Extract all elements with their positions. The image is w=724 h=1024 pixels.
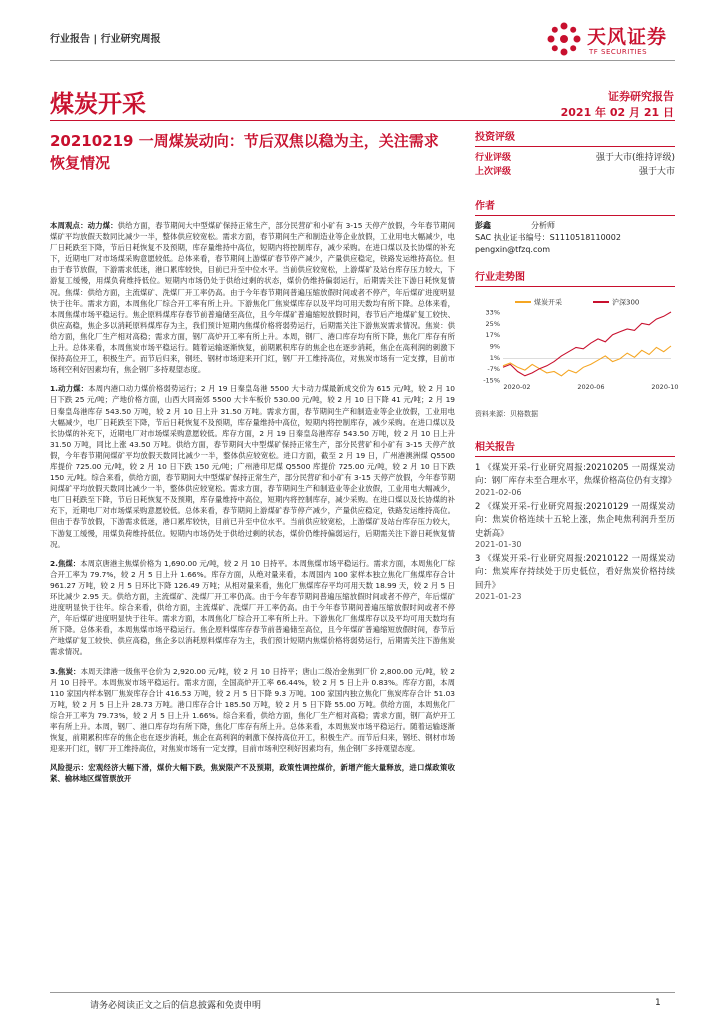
paragraph-coke [50,666,455,755]
related-report-link[interactable]: 1 《煤炭开采-行业研究周报:20210205 一周煤炭动向：钢厂库存未至合理水平，焦煤价格高位仍有支撑》 [475,462,676,486]
paragraph-text: 本周天津港一级焦平仓价为 2,920.00 元/吨，较 2 月 10 日持平；唐山二级冶金焦到厂价 2,800.00 元/吨，较 2 月 10 日持平。本周焦炭市场平稳运行。需求方面，全国高炉开工率 66.44%，较 2 月 5 日上升 0.83%。库存方面，本周 110 家国内样本钢厂焦炭库存合计 416.53 万吨，较 2 月 5 日下降 9.3 万吨。100 家国内独立焦化厂焦炭库存合计 51.03 万吨，较 2 月 5 日上升 28.73 万吨。港口库存合计 185.50 万吨，较 2 月 5 日下降 55.00 万吨。供给方面，本周焦化厂综合开工率为 79.73%，较 2 月 5 日上升 1.66%。综合来看，供给方面，焦化厂生产相对高稳；需求方面，钢厂高炉开工率有所上升。本周，钢厂、港口库存均有所下降，焦化厂库存有所上升。总体来看，本周焦炭市场平稳运行。随着运输逐渐恢复，前期累积库存的焦企也在逐步消耗，焦企在高利润的刺激下保持高位开工，积极生产。而节后归来，钢坯、钢材市场迎来开门红，钢厂开工维持高位，对焦炭市场有一定支撑，目前市场利空利好因素均有，焦企钢厂多持观望态度。 [50,666,455,754]
footer-disclaimer: 请务必阅读正文之后的信息披露和免责申明 [90,1001,262,1011]
industry-rating-value: 强于大市(维持评级) [595,153,675,163]
sidebar-divider [475,286,675,287]
previous-rating-row [475,165,675,179]
paragraph-lead: 1.动力煤： [50,384,89,394]
y-tick-label: 9% [489,342,500,351]
paragraph-coking-coal [50,558,455,658]
related-report-link[interactable]: 3 《煤炭开采-行业研究周报:20210122 一周煤炭动向：焦炭库存持续处于历史低位，看好焦炭价格持续回升》 [475,553,675,590]
legend-label-1: 沪深300 [612,298,640,307]
legend-label-0: 煤炭开采 [534,298,562,307]
paragraph-lead: 2.焦煤： [50,558,81,568]
related-heading: 相关报告 [475,442,515,453]
x-tick-label: 2020-06 [577,383,605,391]
title-divider [50,120,675,121]
page-number: 1 [655,998,661,1008]
logo-name: 天风证券 [587,26,668,48]
x-tick-label: 2020-10 [651,383,679,391]
report-title: 20210219 一周煤炭动向：节后双焦以稳为主，关注需求恢复情况 [50,132,439,172]
logo-mark-icon [545,20,583,58]
sidebar-divider [475,456,675,457]
industry-rating-label: 行业评级 [475,153,512,163]
paragraph-text: 供给方面，春节期间大中型煤矿保持正常生产，部分民营矿和小矿有 3-15 天停产放假，今年春节期间煤矿平均放假天数同比减少一半，整体供应较宽松。需求方面，春节期间生产和制造业等企业放假，工业用电大幅减少，电厂日耗跌至下降，节后日耗恢复不及预期，库存量维持中高位，短期内将控制库存，减少采购。在进口煤以及长协煤的补充下，近期电厂对市场煤采购意愿较低。总体来看，春节期间上游煤矿春节停产减少，产量供应稳定，铁路发运维持高位。但由于春节放假，下游需求低迷，港口累库较快，目前已升至中位水平。当前供应较宽松，上游煤矿及站台库存压力较大，下游复工缓慢，用煤负荷维持低位。短期内市场仍处于供给过剩的状态，煤价仍维持偏弱运行，后期需关注下游日耗恢复情况。焦煤：供给方面，主流煤矿、洗煤厂开工率仍高。由于今年春节期间普遍压缩放假时间或者不停产，年后煤矿进度明显快于往年。需求方面，本周焦化厂综合开工率有所上升。下游焦化厂焦炭煤库存以及平均可用天数均有所下降。总体来看，本周焦煤市场平稳运行。焦企原料煤库存春节前普遍储至高位，且今年煤矿普遍缩短放假时间，春节后产地煤矿复工较快、供应高稳，焦企多以消耗原料煤库存为主，我们预计短期内焦煤价格将弱势运行，后期需关注下游焦炭需求情况。焦炭：供给方面，焦化厂生产相对高稳；需求方面，钢厂高炉开工率有所上升。本周，钢厂、港口库存均有所下降，焦化厂库存有所上升。总体来看，本周焦炭市场平稳运行。随着运输逐渐恢复，前期累积库存的焦企也在逐步消耗，焦企在高利润的刺激下保持高位开工，积极生产。而节后归来，钢坯、钢材市场迎来开门红，钢厂开工维持高位，对焦炭市场有一定支撑，目前市场利空利好因素均有，焦企钢厂多持观望态度。 [50,221,455,375]
paragraph-lead: 3.焦炭： [50,666,81,676]
y-tick-label: -15% [483,376,500,385]
sidebar [475,122,675,291]
rating-heading: 投资评级 [475,132,515,143]
paragraph-risk [50,762,455,784]
author-block [475,220,675,256]
chart-source: 资料来源：贝格数据 [475,410,538,418]
related-reports [475,432,675,604]
company-logo [545,18,675,66]
report-type: 证券研究报告 [608,90,674,103]
related-report-link[interactable]: 2 《煤炭开采-行业研究周报:20210129 一周煤炭动向：焦炭价格连续十五轮上涨，焦企吨焦利润升至历史新高》 [475,500,675,538]
y-tick-label: 33% [485,308,500,317]
paragraph-text: 宏观经济大幅下滑，煤价大幅下跌，焦炭限产不及预期，政策性调控煤价，新增产能大量释放，进口煤政策收紧、榆林地区煤管票放开 [50,763,455,784]
paragraph-text: 本周内港口动力煤价格弱势运行；2 月 19 日秦皇岛港 5500 大卡动力煤最新成交价为 615 元/吨，较 2 月 10 日下跌 25 元/吨；产地价格方面，山西大同南郊 5500 大卡车板价 530.00 元/吨，较 2 月 10 日下降 41 元/吨；2 月 19 日秦皇岛港库存 543.50 万吨，较 2 月 10 日上升 31.50 万吨。需求方面，春节期间生产和制造业等企业放假，工业用电大幅减少，电厂日耗跌至下降，节后日耗恢复不及预期，库存量维持中高位，短期内将控制库存，减少采购。在进口煤以及长协煤的补充下，近期电厂对市场煤采购意愿较低。库存方面，2 月 19 日秦皇岛港库存 543.50 万吨，较 2 月 10 日上升 31.50 万吨，同比上涨 43.50 万吨。供给方面，春节期间大中型煤矿保持正常生产，部分民营矿和小矿有 3-15 天停产放假，今年春节期间煤矿平均放假天数同比减少一半，整体供应较宽松。进口方面，截至 2 月 19 日，广州港澳洲煤 Q5500 库提价 725.00 元/吨，较 2 月 10 日下跌 150 元/吨；广州港印尼煤 Q5500 库提价 725.00 元/吨，较 2 月 10 日下跌 150 元/吨。综合来看，供给方面，春节期间大中型煤矿保持正常生产，部分民营矿和小矿有 3-15 天停产放假，今年春节期间煤矿平均放假天数同比减少一半，整体供应较宽松。需求方面，春节期间生产和制造业等企业放假，工业用电大幅减少，电厂日耗跌至下降，节后日耗恢复不及预期，库存量维持中高位，短期内将控制库存，减少采购。在进口煤以及长协煤的补充下，近期电厂对市场煤采购意愿较低。总体来看，春节期间上游煤矿春节停产减少，产量供应稳定，铁路发运维持高位。但由于春节放假，下游需求低迷，港口累库较快，目前已升至中位水平。当前供应较宽松，上游煤矿及站台库存压力较大，下游复工缓慢，用煤负荷维持低位。短期内市场仍处于供给过剩的状态，煤价仍维持偏弱运行，后期需关注下游日耗恢复情况。 [50,384,455,549]
paragraph-thermal-coal [50,383,455,549]
related-report-date: 2021-01-23 [475,592,522,602]
sidebar-divider [475,215,675,216]
related-report-date: 2021-01-30 [475,540,522,550]
y-tick-label: 17% [485,331,500,340]
paragraph-lead: 本周观点：动力煤： [50,221,118,230]
paragraph-summary [50,220,455,375]
previous-rating-value: 强于大市 [638,167,675,177]
paragraph-text: 本周京唐港主焦煤价格为 1,690.00 元/吨，较 2 月 10 日持平。本周焦煤市场平稳运行。需求方面，本周焦化厂综合开工率为 79.7%，较 2 月 5 日上升 1.66%。库存方面，从绝对量来看，本周国内 100 家样本独立焦化厂焦煤库存合计 961.27 万吨，较 2 月 5 日环比下降 126.49 万吨；从相对量来看，焦化厂焦煤库存平均可用天数 18.99 天，较 2 月 5 日环比减少 2.95 天。供给方面，主流煤矿、洗煤厂开工率仍高。由于今年春节期间普遍压缩放假时间或者不停产，年后煤矿进度明显快于往年。综合来看，供给方面，主流煤矿、洗煤厂开工率仍高。由于今年春节期间普遍压缩放假时间或者不停产，年后煤矿进度明显快于往年。需求方面，本周焦化厂综合开工率有所上升。下游焦化厂焦煤库存以及平均可用天数均有所下降。总体来看，本周焦煤市场平稳运行。焦企原料煤库存春节前普遍储至高位，且今年煤矿普遍缩短放假时间，春节后产地煤矿复工较快、供应高稳，焦企多以消耗原料煤库存为主，我们预计短期内焦煤价格将弱势运行，后期需关注下游焦炭需求情况。 [50,558,456,657]
author-heading: 作者 [475,201,495,212]
report-body [50,220,455,793]
author-license: SAC 执业证书编号：S1110518110002 [475,233,621,242]
series-line-0 [503,346,671,376]
author-email[interactable]: pengxin@tfzq.com [475,245,551,254]
sidebar-divider [475,146,675,147]
x-tick-label: 2020-02 [503,383,531,391]
y-tick-label: 25% [485,319,500,328]
logo-subtitle: TF SECURITIES [589,48,648,56]
paragraph-lead: 风险提示： [50,763,89,773]
related-report-date: 2021-02-06 [475,487,522,497]
author-role: 分析师 [531,221,555,230]
header-divider [50,60,675,61]
y-tick-label: 1% [489,353,500,362]
footer-divider [50,992,675,993]
author-name: 彭鑫 [475,221,491,230]
report-date: 2021 年 02 月 21 日 [560,106,674,119]
y-tick-label: -7% [487,365,500,374]
previous-rating-label: 上次评级 [475,167,512,177]
industry-rating-row [475,151,675,165]
trend-heading: 行业走势图 [475,272,525,283]
industry-trend-chart [475,296,679,392]
breadcrumb: 行业报告 | 行业研究周报 [50,34,161,45]
section-title: 煤炭开采 [50,90,146,118]
